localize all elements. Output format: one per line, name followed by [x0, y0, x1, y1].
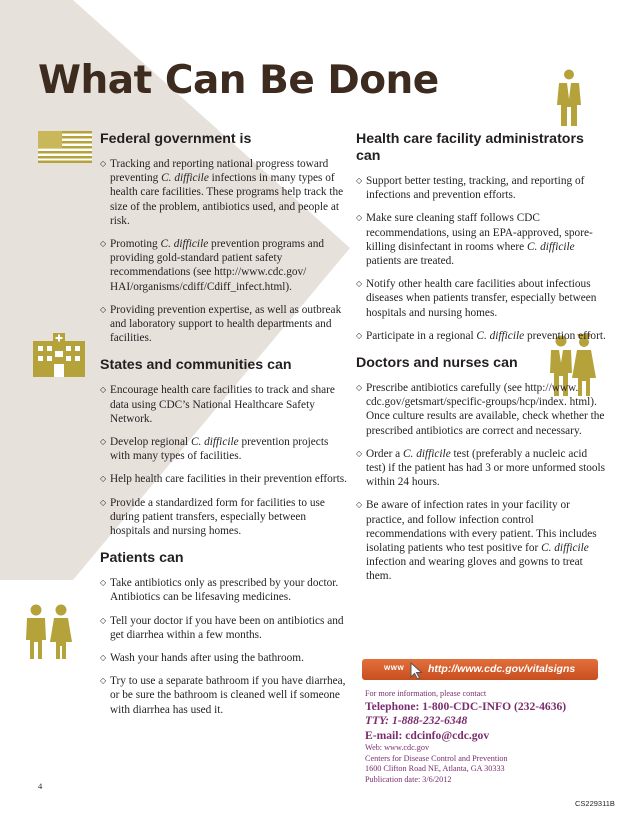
list-item: ◇ Provide a standardized form for facilities to use during patient transfers, especially between hospitals and nursing homes. [100, 496, 348, 539]
building-icon [33, 333, 85, 377]
federal-heading: Federal government is [100, 131, 252, 147]
right-column [356, 131, 608, 596]
contact-tty: TTY: 1-888-232-6348 [365, 714, 468, 728]
list-item: ◇ Prescribe antibiotics carefully (see http://www. cdc.gov/getsmart/specific-groups/hcp/index. html). Once culture results are available, check whether the prescribed antibiotics are correct and necessary. [356, 381, 608, 438]
list-item: ◇ Make sure cleaning staff follows CDC recommendations, using an EPA-approved, spore-killing disinfectant in rooms where C. difficile patients are treated. [356, 211, 608, 268]
list-item: ◇ Develop regional C. difficile prevention projects with many types of facilities. [100, 435, 348, 463]
list-item: ◇ Support better testing, tracking, and reporting of infections and prevention efforts. [356, 174, 608, 202]
list-item: ◇ Notify other health care facilities about infectious diseases when patients transfer, especially between hospitals and nursing homes. [356, 277, 608, 320]
administrators-section [356, 131, 608, 343]
publication-date: Publication date: 3/6/2012 [365, 774, 452, 784]
list-item: ◇ Providing prevention expertise, as well as outbreak and laboratory support to health departments and facilities. [100, 303, 348, 346]
list-item: ◇ Wash your hands after using the bathroom. [100, 651, 348, 665]
vitalsigns-link-banner[interactable] [362, 659, 598, 680]
list-item: ◇ Tell your doctor if you have been on antibiotics and get diarrhea within a few months. [100, 614, 348, 642]
federal-section [100, 131, 348, 345]
list-item: ◇ Tracking and reporting national progress toward preventing C. difficile infections in many types of health care facilities. These programs help track the size of the problem, antibiotics used, and people at risk. [100, 157, 348, 228]
contact-address: 1600 Clifton Road NE, Atlanta, GA 30333 [365, 764, 505, 774]
contact-email[interactable]: E-mail: cdcinfo@cdc.gov [365, 728, 490, 742]
states-heading: States and communities can [100, 357, 292, 374]
contact-web[interactable]: Web: www.cdc.gov [365, 743, 430, 753]
vitalsigns-url-link[interactable]: http://www.cdc.gov/vitalsigns [428, 663, 576, 675]
list-item: ◇ Order a C. difficile test (preferably a nucleic acid test) if the patient has had 3 or more unformed stools within 24 hours. [356, 447, 608, 490]
american-flag-icon [38, 131, 92, 163]
list-item: ◇ Promoting C. difficile prevention programs and providing gold-standard patient safety recommendations (see http://www.cdc.gov/ HAI/organisms/cdiff/Cdiff_infect.html). [100, 237, 348, 294]
patient-couple-icon [25, 604, 73, 660]
document-code: CS229311B [575, 799, 615, 808]
page-title: What Can Be Done [38, 58, 439, 103]
patients-section [100, 550, 348, 717]
list-item: ◇ Help health care facilities in their prevention efforts. [100, 472, 348, 486]
list-item: ◇ Be aware of infection rates in your facility or practice, and follow infection control recommendations with every patient. This includes isolating patients who test positive for C. difficile infection and wearing gloves and gowns to treat them. [356, 498, 608, 583]
contact-org: Centers for Disease Control and Prevention [365, 753, 508, 763]
list-item: ◇ Try to use a separate bathroom if you have diarrhea, or be sure the bathroom is cleaned well if someone with diarrhea has used it. [100, 674, 348, 717]
contact-telephone: Telephone: 1-800-CDC-INFO (232-4636) [365, 699, 567, 713]
list-item: ◇ Encourage health care facilities to track and share data using CDC’s National Healthcare Safety Network. [100, 383, 348, 426]
administrator-icon [556, 69, 582, 127]
patients-heading: Patients can [100, 550, 184, 567]
states-section [100, 357, 348, 538]
banner-www-label: www [384, 663, 405, 672]
page-number: 4 [38, 781, 43, 791]
list-item: ◇ Participate in a regional C. difficile prevention effort. [356, 329, 608, 343]
administrators-heading: Health care facility administrators can [356, 131, 584, 164]
doctors-section [356, 355, 608, 584]
doctors-heading: Doctors and nurses can [356, 355, 518, 372]
list-item: ◇ Take antibiotics only as prescribed by your doctor. Antibiotics can be lifesaving medicines. [100, 576, 348, 604]
contact-intro: For more information, please contact [365, 689, 487, 698]
cursor-arrow-icon [410, 662, 424, 680]
left-column [100, 131, 348, 729]
contact-info [365, 689, 615, 785]
